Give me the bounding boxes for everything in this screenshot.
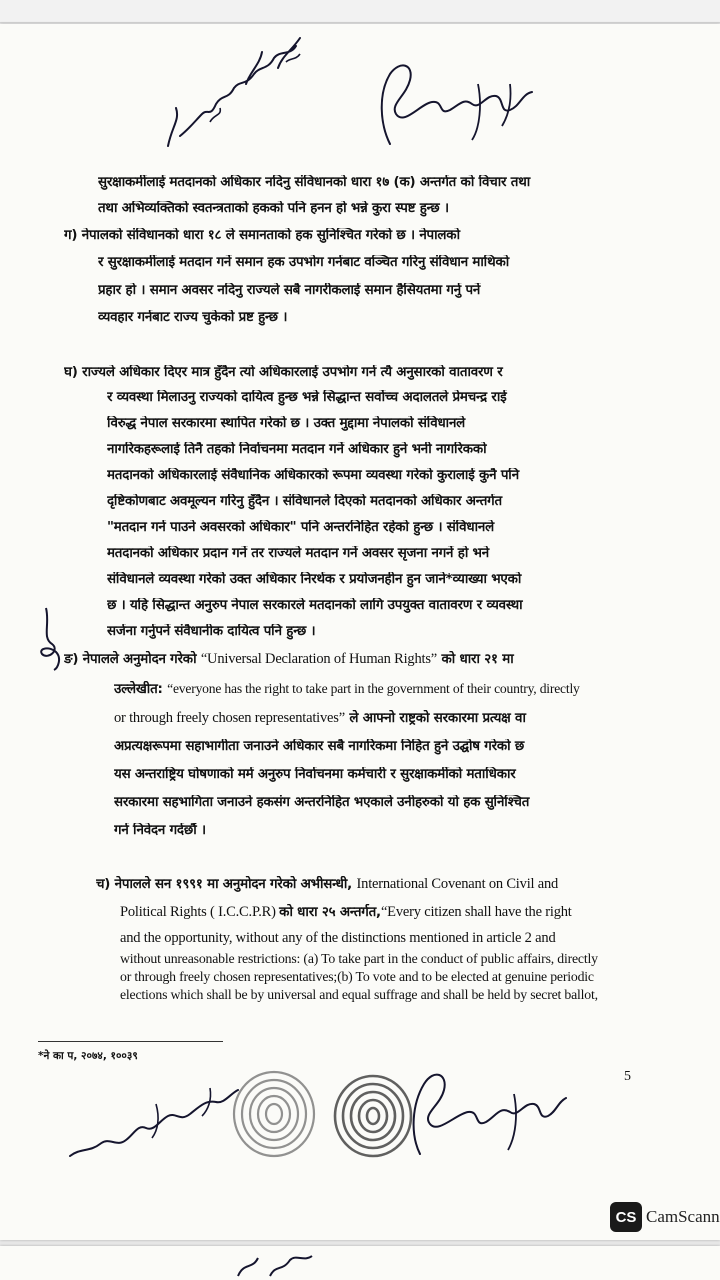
text-line: प्रहार हो । समान अवसर नदिनु राज्यले सबै नागरीकलाई समान हैसियतमा गर्नु पर्ने	[98, 283, 481, 298]
text-line: व्यवहार गर्नबाट राज्य चुकेको प्रष्ट हुन्छ ।	[98, 310, 288, 325]
handwritten-signature-top-left	[150, 28, 320, 158]
page-number: 5	[624, 1069, 631, 1084]
text-line: तथा अभिव्यक्तिको स्वतन्त्रताको हकको पनि हनन हो भन्ने कुरा स्पष्ट हुन्छ ।	[98, 201, 449, 216]
text-line: गर्न निवेदन गर्दछौं ।	[114, 823, 206, 838]
text-segment: and the opportunity, without any of the distinctions mentioned in article 2 and	[120, 930, 556, 946]
text-segment: उल्लेखीत:	[114, 682, 168, 697]
text-segment: को धारा २१ मा	[437, 652, 514, 667]
text-segment: “Universal Declaration of Human Rights”	[200, 651, 438, 667]
text-line: दृष्टिकोणबाट अवमूल्यन गरिनु हुँदैन । संविधानले दिएको मतदानको अधिकार अन्तर्गत	[107, 494, 502, 509]
text-segment: ले आफ्नो राष्ट्रको सरकारमा प्रत्यक्ष वा	[344, 711, 526, 726]
handwritten-signature-bottom-left	[60, 1064, 250, 1164]
text-line: नागरिकहरूलाई तिनै तहको निर्वाचनमा मतदान गर्ने अधिकार हुने भनी नागरिकको	[107, 442, 487, 457]
text-line: विरुद्ध नेपाल सरकारमा स्थापित गरेको छ । उक्त मुद्दामा नेपालको संविधानले	[107, 416, 466, 431]
text-line: र व्यवस्था मिलाउनु राज्यको दायित्व हुन्छ भन्ने सिद्धान्त सर्वोच्च अदालतले प्रेमचन्द्र राई	[107, 390, 507, 405]
text-segment: “Every citizen shall have the right	[380, 904, 572, 920]
handwritten-signature-bottom-right	[400, 1054, 570, 1164]
text-segment: को धारा २५ अन्तर्गत,	[279, 905, 381, 920]
text-line	[120, 969, 720, 986]
text-line: यस अन्तराष्ट्रिय घोषणाको मर्म अनुरुप निर्वाचनमा कर्मचारी र सुरक्षाकर्मीको मताधिकार	[114, 767, 516, 782]
camscanner-watermark	[610, 1202, 720, 1232]
text-segment: International Covenant on Civil and	[356, 876, 559, 892]
text-segment: Political Rights ( I.C.C.P.R)	[120, 904, 280, 920]
text-line	[114, 681, 720, 698]
viewer-top-strip	[0, 0, 720, 23]
text-line: "मतदान गर्न पाउने अवसरको अधिकार" पनि अन्तरनिहित रहेको हुन्छ । संविधानले	[107, 520, 494, 535]
text-line	[64, 651, 674, 668]
text-line: घ) राज्यले अधिकार दिएर मात्र हुँदैन त्यो अधिकारलाई उपभोग गर्न त्यै अनुसारको वातावरण र	[64, 365, 503, 380]
document-page[interactable]	[0, 24, 720, 1240]
text-line	[96, 876, 706, 893]
text-line: सुरक्षाकर्मीलाई मतदानको अधिकार नदिनु संविधानको धारा १७ (क) अन्तर्गत को विचार तथा	[98, 175, 531, 190]
text-line: अप्रत्यक्षरूपमा सहाभागीता जनाउने अधिकार सबै नागरिकमा निहित हुने उद्घोष गरेको छ	[114, 739, 525, 754]
text-line: ग) नेपालको संविधानको धारा १८ ले समानताको हक सुनिश्चित गरेको छ । नेपालको	[64, 228, 460, 243]
text-line: सर्जना गर्नुपर्ने संवैधानीक दायित्व पनि हुन्छ ।	[107, 624, 316, 639]
footnote-rule	[38, 1041, 223, 1042]
text-line: संविधानले व्यवस्था गरेको उक्त अधिकार निरर्थक र प्रयोजनहीन हुन जाने*व्याख्या भएको	[107, 572, 522, 587]
text-line	[120, 904, 720, 921]
text-line	[120, 987, 720, 1004]
text-segment: elections which shall be by universal and equal suffrage and shall be held by secret ballot,	[120, 987, 598, 1002]
text-segment: च) नेपालले सन १९९१ मा अनुमोदन गरेको अभीसन्धी,	[96, 877, 357, 892]
text-segment: or through freely chosen representatives”	[114, 710, 345, 726]
text-line: र सुरक्षाकर्मीलाई मतदान गर्ने समान हक उपभोग गर्नबाट वञ्चित गरिनु संविधान माथिको	[98, 255, 510, 270]
text-segment: ङ) नेपालले अनुमोदन गरेको	[64, 652, 201, 667]
camscanner-label: CamScann	[646, 1207, 720, 1226]
text-segment: or through freely chosen representatives;(b) To vote and to be elected at genuine periodic	[120, 969, 594, 984]
text-line	[120, 951, 720, 968]
footnote: *ने का प, २०७४, १००३९	[38, 1050, 138, 1062]
handwritten-signature-top-right	[360, 44, 550, 154]
next-page-edge[interactable]	[0, 1246, 720, 1280]
text-line	[114, 710, 720, 727]
next-page-signature-fragment	[230, 1250, 320, 1280]
text-line: सरकारमा सहभागिता जनाउने हकसंग अन्तरनिहित भएकाले उनीहरुको यो हक सुनिश्चित	[114, 795, 530, 810]
text-line: छ । यहि सिद्धान्त अनुरुप नेपाल सरकारले मतदानको लागि उपयुक्त वातावरण र व्यवस्था	[107, 598, 523, 613]
text-line: मतदानको अधिकार प्रदान गर्ने तर राज्यले मतदान गर्ने अवसर सृजना नगर्ने हो भने	[107, 546, 490, 561]
camscanner-logo: CS	[610, 1202, 642, 1232]
text-line: मतदानको अधिकारलाई संवैधानिक अधिकारको रूपमा व्यवस्था गरेको कुरालाई कुनै पनि	[107, 468, 519, 483]
text-line	[120, 930, 720, 947]
text-segment: “everyone has the right to take part in the government of their country, directly	[167, 681, 580, 696]
fingerprint-left-icon	[228, 1064, 320, 1160]
text-segment: without unreasonable restrictions: (a) To take part in the conduct of public affairs, directly	[120, 951, 598, 966]
